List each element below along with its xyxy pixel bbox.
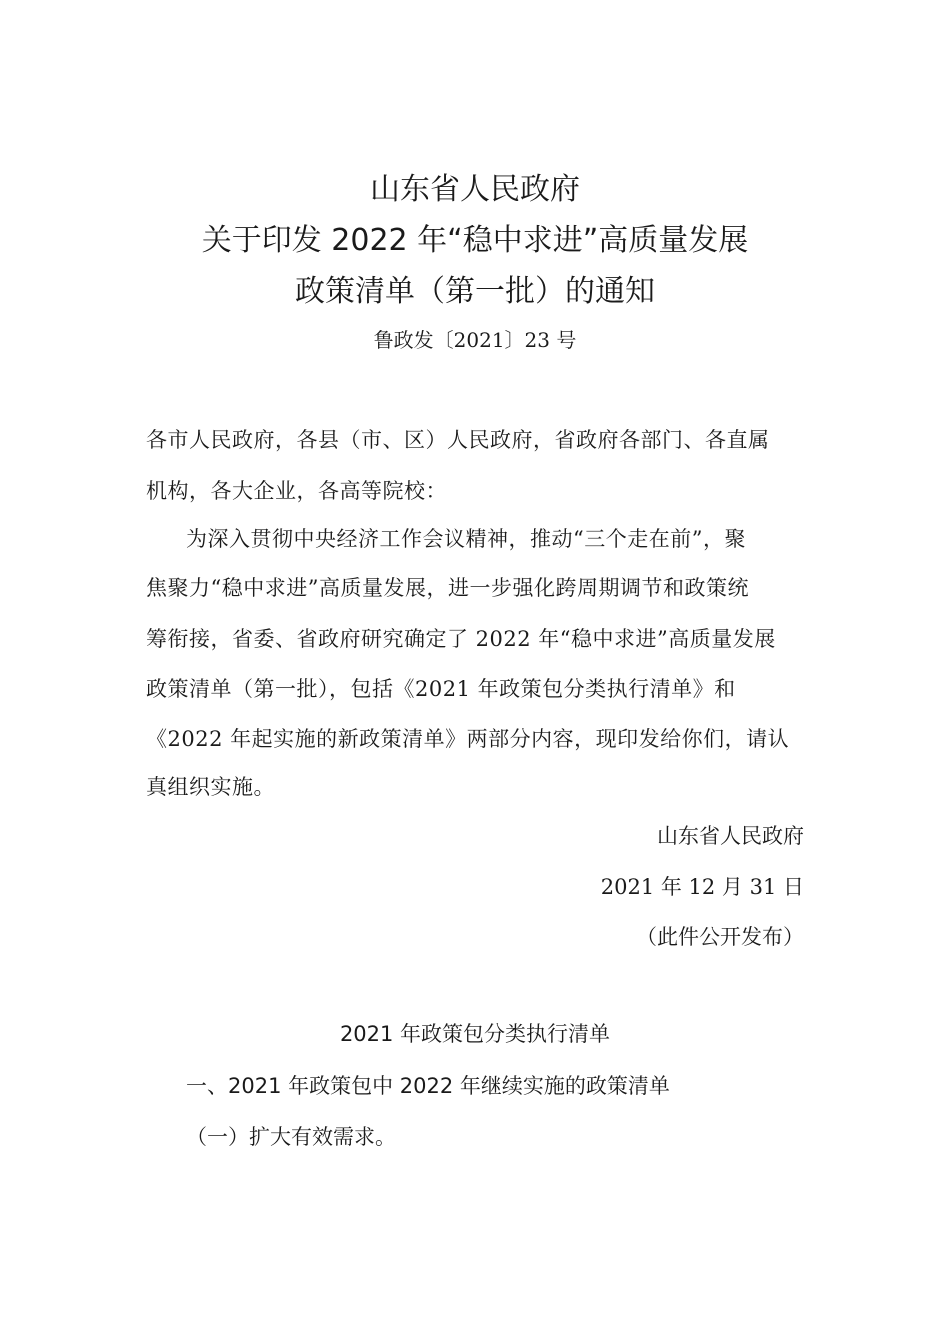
signature-issuer: 山东省人民政府 <box>657 824 804 848</box>
title-line-1: 山东省人民政府 <box>370 172 580 207</box>
section-heading-1: 一、2021 年政策包中 2022 年继续实施的政策清单 <box>186 1074 670 1098</box>
body-line-3: 筹衔接，省委、省政府研究确定了 2022 年“稳中求进”高质量发展 <box>146 627 776 651</box>
body-line-6: 真组织实施。 <box>146 775 275 799</box>
body-line-4: 政策清单（第一批），包括《2021 年政策包分类执行清单》和 <box>146 677 736 701</box>
title-line-2: 关于印发 2022 年“稳中求进”高质量发展 <box>201 223 749 258</box>
attachment-title: 2021 年政策包分类执行清单 <box>339 1022 611 1046</box>
body-line-2: 焦聚力“稳中求进”高质量发展，进一步强化跨周期调节和政策统 <box>146 576 749 600</box>
addressee-line-1: 各市人民政府，各县（市、区）人民政府，省政府各部门、各直属 <box>146 428 770 452</box>
signature-date: 2021 年 12 月 31 日 <box>600 875 804 899</box>
body-line-1: 为深入贯彻中央经济工作会议精神，推动“三个走在前”，聚 <box>186 527 746 551</box>
document-number: 鲁政发〔2021〕23 号 <box>373 328 577 352</box>
title-line-3: 政策清单（第一批）的通知 <box>295 274 655 309</box>
subsection-heading-1: （一）扩大有效需求。 <box>186 1125 396 1149</box>
body-line-5: 《2022 年起实施的新政策清单》两部分内容，现印发给你们，请认 <box>146 727 790 751</box>
publication-note: （此件公开发布） <box>636 925 804 949</box>
addressee-line-2: 机构，各大企业，各高等院校： <box>146 479 447 503</box>
